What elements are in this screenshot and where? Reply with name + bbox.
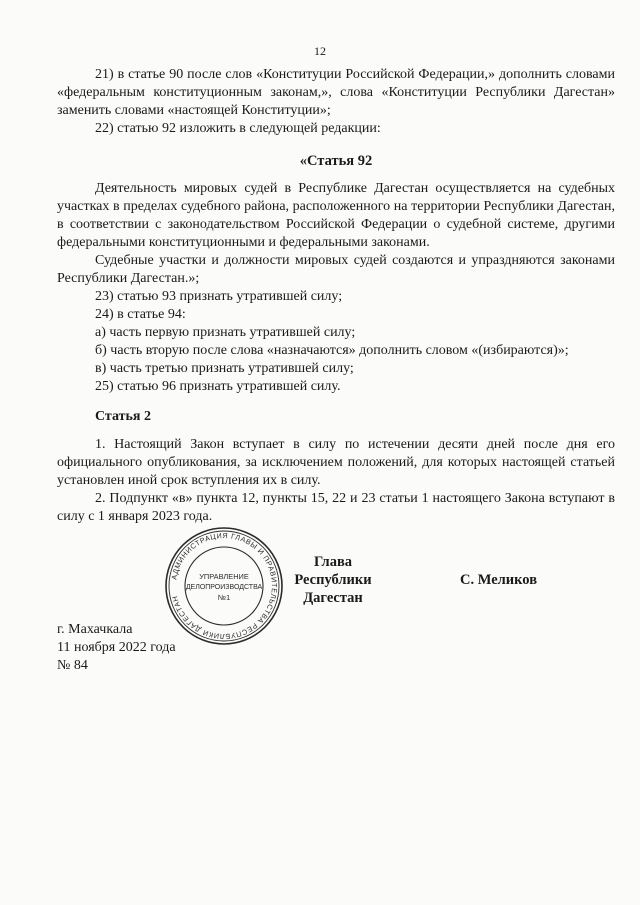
paragraph-item-24: 24) в статье 94: — [95, 307, 186, 322]
article-92-title: «Статья 92 — [299, 153, 373, 169]
paragraph-item-23: 23) статью 93 признать утратившей силу; — [95, 289, 343, 304]
paragraph-item-24a: а) часть первую признать утратившей силу; — [95, 325, 356, 340]
article-92-paragraph-1: Деятельность мировых судей в Республике Дагестан осуществляется на судебных участках в пределах судебного района, расположенного на территории Республики Дагестан, в соответствии с законодательством Российской Федерации о судебной системе, другими федеральными конституционными и федеральными законами. — [57, 181, 615, 250]
article-2-title: Статья 2 — [95, 409, 151, 424]
signatory-title-line-2: Республики Дагестан — [294, 572, 372, 606]
official-seal-stamp — [163, 525, 285, 647]
place-date-block — [57, 621, 176, 675]
seal-center-line-1: УПРАВЛЕНИЕ — [199, 572, 249, 581]
paragraph-item-25: 25) статью 96 признать утратившей силу. — [95, 379, 341, 394]
document-body — [57, 66, 615, 526]
paragraph-item-24b: б) часть вторую после слова «назначаются» дополнить словом «(избираются)»; — [95, 343, 569, 358]
paragraph-item-22: 22) статью 92 изложить в следующей редакции: — [95, 121, 381, 136]
article-2-paragraph-1: 1. Настоящий Закон вступает в силу по истечении десяти дней после дня его официального опубликования, за исключением положений, для которых настоящей статьей установлен иной срок вступления их в силу. — [57, 437, 615, 488]
law-number-label: № 84 — [57, 658, 88, 673]
paragraph-item-21: 21) в статье 90 после слов «Конституции Российской Федерации,» дополнить словами «федеральным конституционным законам,», слова «Конституции Республики Дагестан» заменить словами «настоящей Конституции»; — [57, 67, 615, 118]
signatory-title-line-1: Глава — [313, 554, 353, 570]
date-label: 11 ноября 2022 года — [57, 640, 176, 655]
seal-ring-text: АДМИНИСТРАЦИЯ ГЛАВЫ И ПРАВИТЕЛЬСТВА РЕСПУБЛИКИ ДАГЕСТАН — [169, 530, 280, 642]
article-92-paragraph-2: Судебные участки и должности мировых судей создаются и упраздняются законами Республики Дагестан.»; — [57, 253, 615, 286]
signatory-title — [268, 553, 398, 607]
page-number: 12 — [314, 44, 326, 58]
city-label: г. Махачкала — [57, 622, 133, 637]
signatory-name: С. Меликов — [460, 572, 538, 588]
paragraph-item-24v: в) часть третью признать утратившей силу; — [95, 361, 354, 376]
seal-center-line-2: ДЕЛОПРОИЗВОДСТВА — [185, 584, 263, 591]
seal-center-line-3: №1 — [217, 593, 231, 602]
article-2-paragraph-2: 2. Подпункт «в» пункта 12, пункты 15, 22 и 23 статьи 1 настоящего Закона вступают в силу с 1 января 2023 года. — [57, 491, 615, 524]
